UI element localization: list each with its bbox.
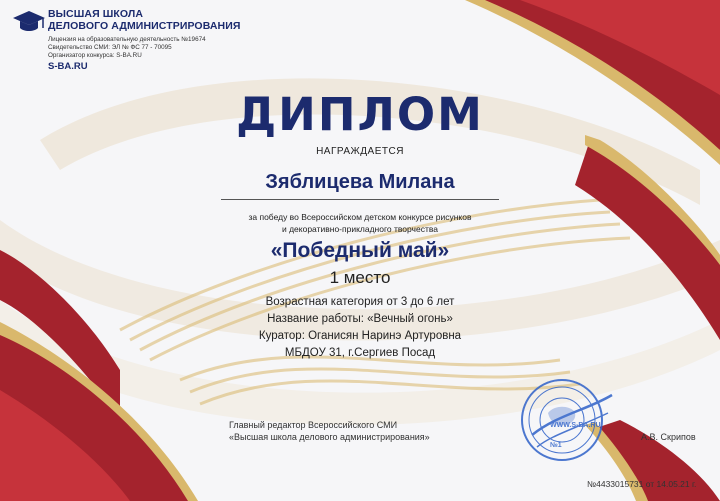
media-certificate-text: Свидетельство СМИ: ЭЛ № ФС 77 - 70095 (48, 44, 172, 51)
contest-description-line2: и декоративно-прикладного творчества (281, 224, 438, 234)
signer-name: А.В. Скрипов (641, 432, 696, 442)
work-title: Название работы: «Вечный огонь» (267, 313, 453, 325)
org-name-line2: ДЕЛОВОГО АДМИНИСТРИРОВАНИЯ (48, 20, 241, 32)
license-text: Лицензия на образовательную деятельность №19674 (48, 36, 206, 43)
name-underline (221, 199, 499, 200)
school-name: МБДОУ 31, г.Сергиев Посад (284, 347, 436, 359)
age-category: Возрастная категория от 3 до 6 лет (265, 296, 455, 308)
org-name-line1: ВЫСШАЯ ШКОЛА (48, 8, 144, 20)
editor-title-line2: «Высшая школа делового администрирования» (229, 432, 430, 442)
diploma-title: ДИПЛОМ (236, 88, 484, 141)
document-number: №4433015731 от 14.05.21 г. (587, 479, 697, 489)
editor-title-line1: Главный редактор Всероссийского СМИ (229, 420, 398, 430)
site-link[interactable]: S-BA.RU (48, 61, 88, 72)
awarded-label: НАГРАЖДАЕТСЯ (316, 146, 404, 157)
seal-site-text: WWW.S-BA.RU (550, 422, 601, 429)
graduation-cap-icon (12, 8, 46, 34)
curator-name: Куратор: Оганисян Наринэ Артуровна (258, 330, 462, 342)
official-seal-stamp (512, 375, 620, 465)
contest-description-line1: за победу во Всероссийском детском конкурсе рисунков (248, 212, 472, 222)
seal-number-text: №1 (550, 442, 562, 449)
organizer-text: Организатор конкурса: S-BA.RU (48, 52, 142, 59)
contest-title: «Победный май» (270, 239, 450, 262)
place-award: 1 место (329, 268, 391, 287)
recipient-name: Зяблицева Милана (265, 171, 455, 193)
